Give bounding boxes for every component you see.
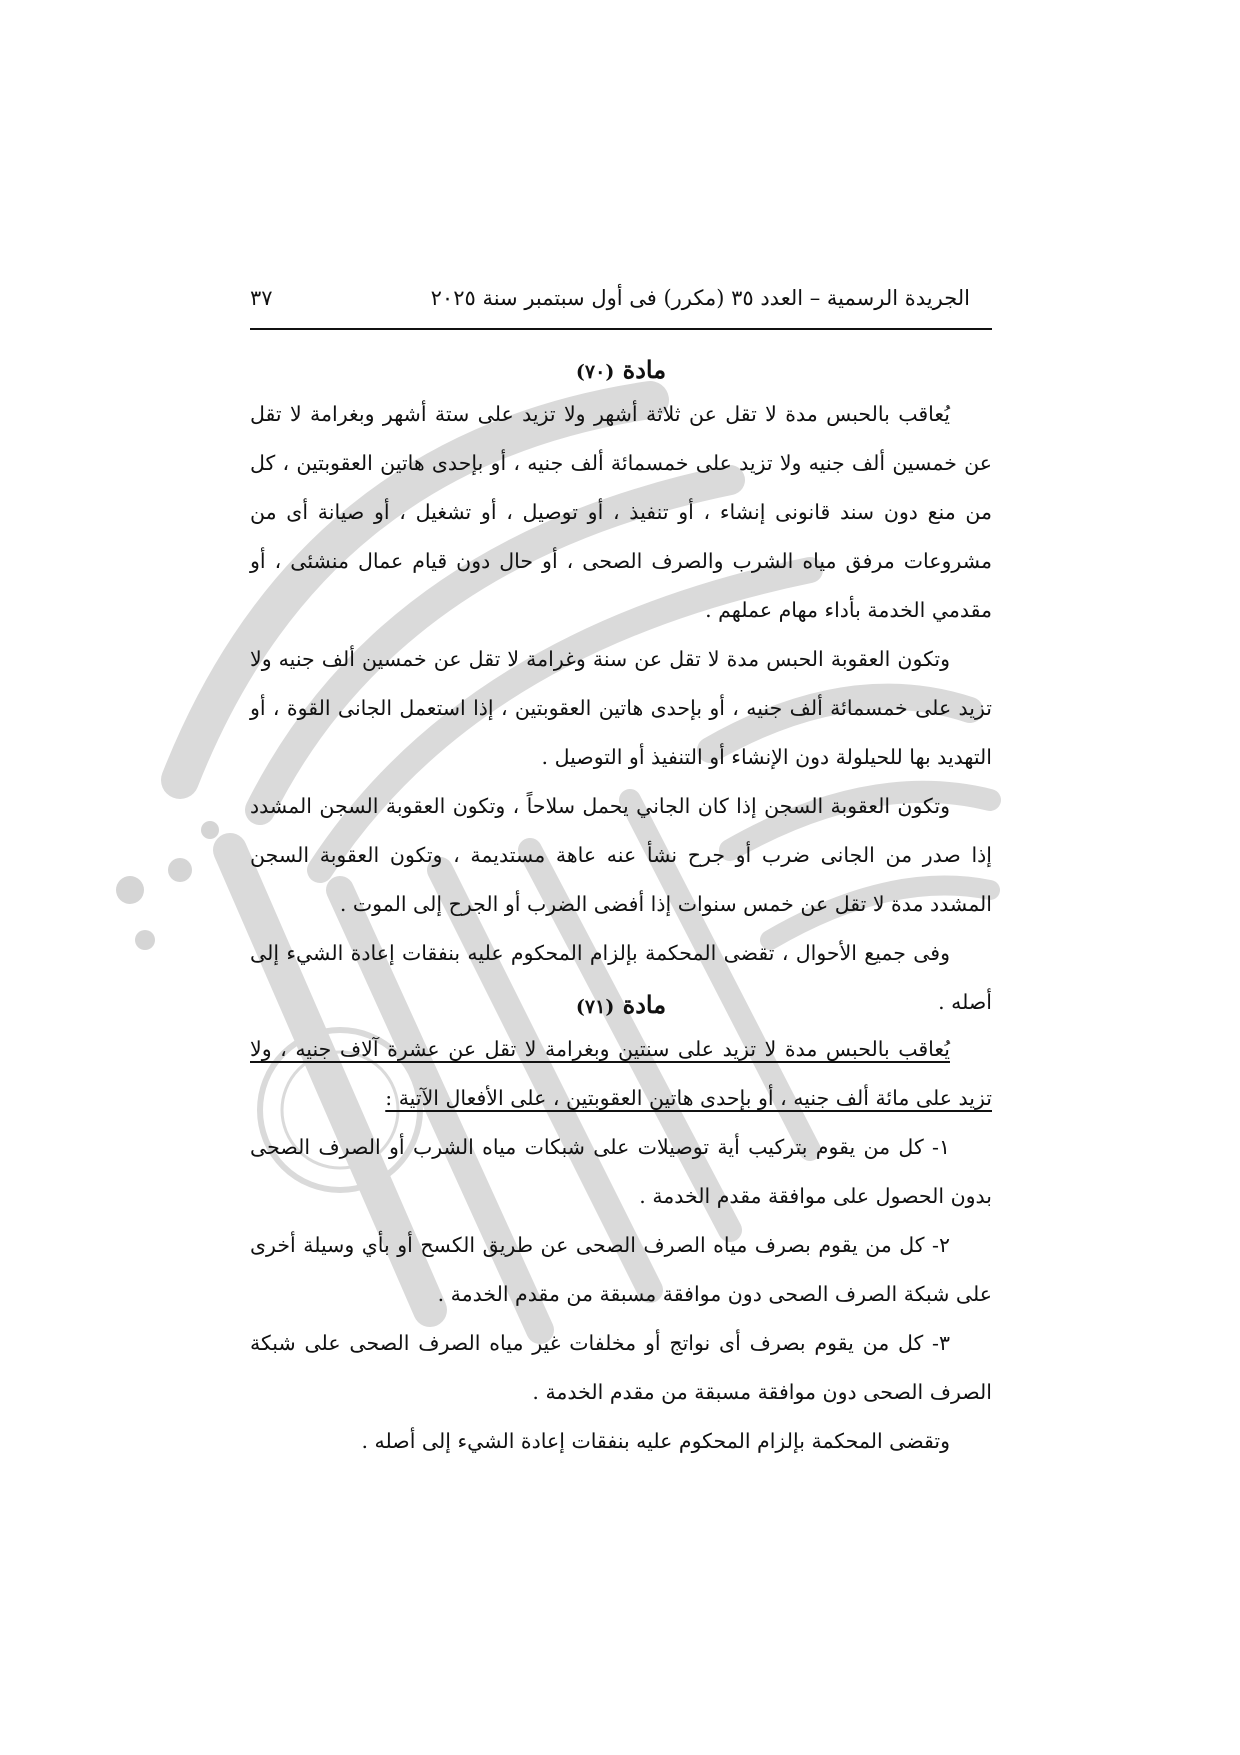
article-70-number: (٧٠) xyxy=(575,361,615,383)
page-header xyxy=(250,284,992,330)
article-70-title: مادة xyxy=(622,355,667,384)
article-70-paragraph-4: وفى جميع الأحوال ، تقضى المحكمة بإلزام المحكوم عليه بنفقات إعادة الشيء إلى أصله . xyxy=(250,941,992,1014)
article-70-paragraph-3: وتكون العقوبة السجن إذا كان الجاني يحمل سلاحاً ، وتكون العقوبة السجن المشدد إذا صدر من الجانى ضرب أو جرح نشأ عنه عاهة مستديمة ، وتكون العقوبة السجن المشدد مدة لا تقل عن خمس سنوات إذا أفضى الضرب أو الجرح إلى الموت . xyxy=(250,794,992,916)
article-71-heading xyxy=(250,985,992,1025)
article-70 xyxy=(250,350,992,1027)
article-71-item-3: ٣- كل من يقوم بصرف أى نواتج أو مخلفات غير مياه الصرف الصحى على شبكة الصرف الصحى دون موافقة مسبقة من مقدم الخدمة . xyxy=(250,1331,992,1404)
article-71-intro: يُعاقب بالحبس مدة لا تزيد على سنتين وبغرامة لا تقل عن عشرة آلاف جنيه ، ولا تزيد على مائة ألف جنيه ، أو بإحدى هاتين العقوبتين ، على الأفعال الآتية : xyxy=(250,1037,992,1110)
article-71 xyxy=(250,985,992,1466)
article-71-closing: وتقضى المحكمة بإلزام المحكوم عليه بنفقات إعادة الشيء إلى أصله . xyxy=(361,1429,950,1453)
article-70-paragraph-1: يُعاقب بالحبس مدة لا تقل عن ثلاثة أشهر ولا تزيد على ستة أشهر وبغرامة لا تقل عن خمسين ألف جنيه ولا تزيد على خمسمائة ألف جنيه ، أو بإحدى هاتين العقوبتين ، كل من منع دون سند قانونى إنشاء ، أو تنفيذ ، أو توصيل ، أو تشغيل ، أو صيانة أى من مشروعات مرفق مياه الشرب والصرف الصحى ، أو حال دون قيام عمال منشئى ، أو مقدمي الخدمة بأداء مهام عملهم . xyxy=(250,402,992,622)
article-70-heading xyxy=(250,350,992,390)
gazette-title: الجريدة الرسمية – العدد ٣٥ (مكرر) فى أول سبتمبر سنة ٢٠٢٥ xyxy=(430,286,970,310)
article-71-item-1: ١- كل من يقوم بتركيب أية توصيلات على شبكات مياه الشرب أو الصرف الصحى بدون الحصول على موافقة مقدم الخدمة . xyxy=(250,1135,992,1208)
article-70-paragraph-2: وتكون العقوبة الحبس مدة لا تقل عن سنة وغرامة لا تقل عن خمسين ألف جنيه ولا تزيد على خمسمائة ألف جنيه ، أو بإحدى هاتين العقوبتين ، إذا استعمل الجانى القوة ، أو التهديد بها للحيلولة دون الإنشاء أو التنفيذ أو التوصيل . xyxy=(250,647,992,769)
article-71-number: (٧١) xyxy=(575,996,615,1018)
article-71-item-2: ٢- كل من يقوم بصرف مياه الصرف الصحى عن طريق الكسح أو بأي وسيلة أخرى على شبكة الصرف الصحى دون موافقة مسبقة من مقدم الخدمة . xyxy=(250,1233,992,1306)
page-number: ٣٧ xyxy=(250,286,273,310)
article-71-title: مادة xyxy=(622,990,667,1019)
